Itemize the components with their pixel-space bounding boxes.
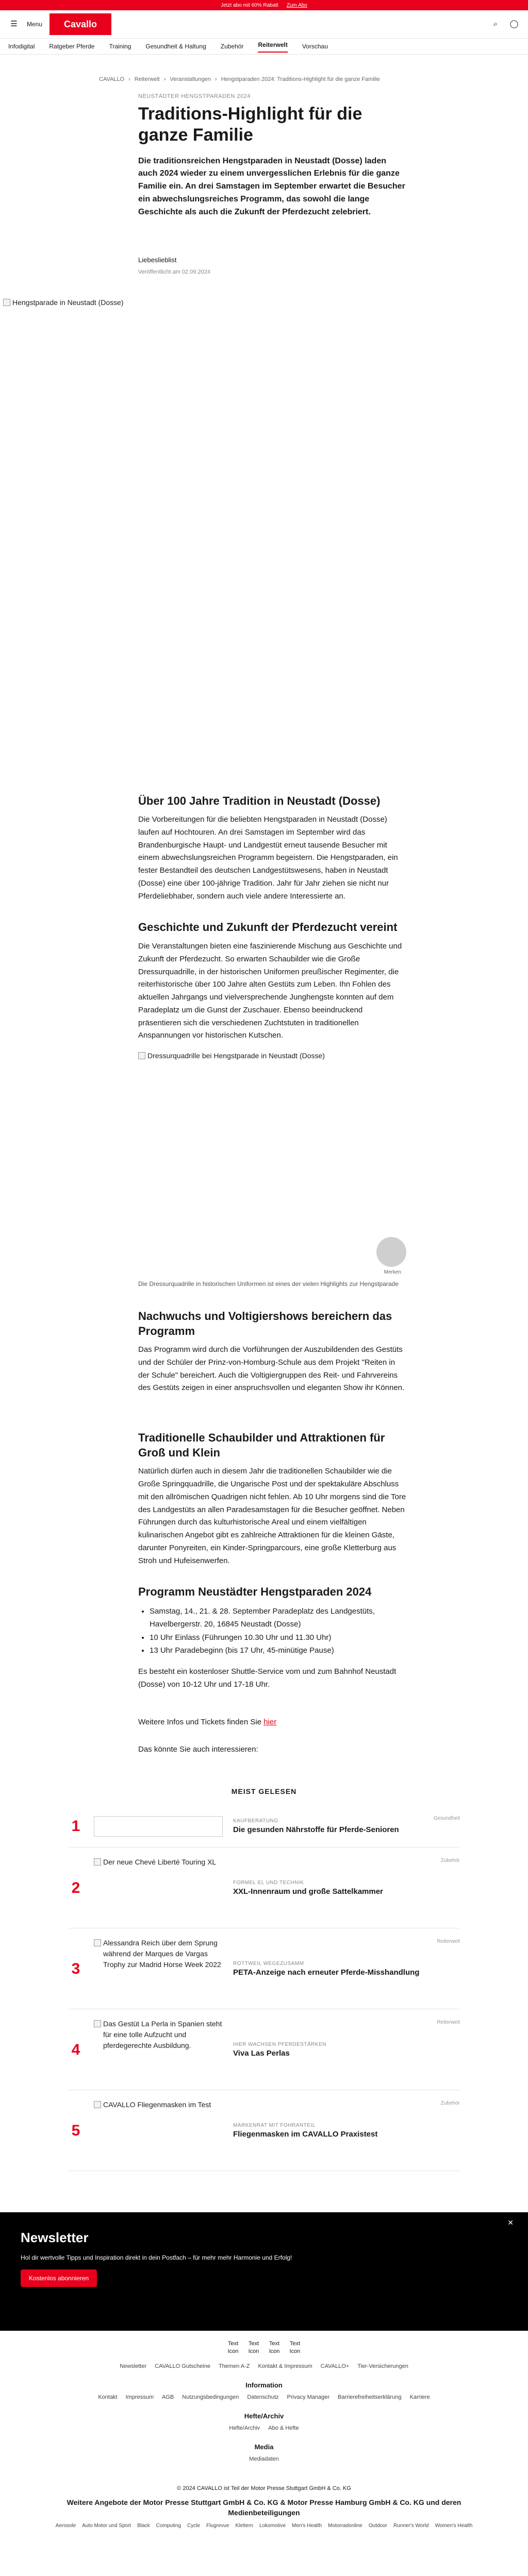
shuttle-note: Es besteht ein kostenloser Shuttle-Service vom und zum Bahnhof Neustadt (Dosse) von 10-12 Uhr und 17-18 Uhr.	[138, 1667, 397, 1689]
teaser-title[interactable]: XXL-Innenraum und große Sattelkammer	[233, 1887, 383, 1896]
nav-item-vorschau[interactable]: Vorschau	[302, 43, 328, 50]
footer-link[interactable]: Auto Motor und Sport	[82, 2523, 131, 2529]
nav-item-ratgeber[interactable]: Ratgeber Pferde	[49, 43, 95, 50]
footer-link[interactable]: Kontakt	[98, 2394, 118, 2401]
top-promo-bar[interactable]	[0, 0, 528, 10]
footer-info	[0, 2380, 528, 2402]
footer-link[interactable]: Abo & Hefte	[268, 2425, 299, 2432]
social-icon[interactable]: Text Icon	[248, 2341, 259, 2354]
social-links	[0, 2331, 528, 2358]
teaser-image-placeholder	[94, 2099, 223, 2110]
rank-number: 5	[71, 2122, 80, 2139]
teaser-title[interactable]: Fliegenmasken im CAVALLO Praxistest	[233, 2129, 378, 2139]
article-header	[68, 55, 460, 84]
footer-top-links	[0, 2362, 528, 2371]
broken-image-icon	[94, 2101, 101, 2108]
most-read-item[interactable]	[68, 1805, 460, 1848]
teaser-image	[94, 1857, 223, 1919]
article-lead: Die traditionsreichen Hengstparaden in Neustadt (Dosse) laden auch 2024 wieder zu einem unvergesslichen Erlebnis für die ganze Familie ein. An drei Samstagen im September erwartet die Besucher ein abwechslungsreiches Programm, das sowohl die lange Geschichte als auch die Zukunft der Pferdezucht zelebriert.	[138, 156, 405, 216]
teaser-title[interactable]: Viva Las Perlas	[233, 2048, 290, 2058]
inline-image-placeholder	[138, 1050, 406, 1061]
teaser-text	[233, 2122, 431, 2140]
teaser-category: Gesundheit	[433, 1816, 460, 1822]
rank-number: 2	[71, 1879, 80, 1896]
user-icon[interactable]: ◯	[509, 19, 519, 28]
nav-item-reiterwelt[interactable]: Reiterwelt	[258, 40, 287, 53]
footer-section-title: Hefte/Archiv	[244, 2412, 284, 2420]
promo-link[interactable]: Zum Abo	[286, 2, 307, 8]
footer-link[interactable]: Runner's World	[393, 2523, 429, 2529]
broken-image-icon	[138, 1052, 145, 1059]
teaser-image	[94, 1938, 223, 1999]
teaser-image	[94, 2019, 223, 2080]
section-heading: Über 100 Jahre Tradition in Neustadt (Dosse)	[138, 794, 381, 807]
newsletter-banner	[0, 2212, 528, 2331]
footer-link[interactable]: Impressum	[125, 2394, 154, 2401]
teaser-category: Zubehör	[440, 1858, 460, 1864]
program-list	[150, 1605, 406, 1657]
rank-number: 1	[71, 1818, 80, 1835]
teaser-kicker: KAUFBERATUNG	[233, 1818, 278, 1824]
most-read-item[interactable]	[68, 1848, 460, 1928]
teaser-kicker: ROTTWEIL WEGEZUSAMM	[233, 1960, 304, 1967]
article-body	[138, 745, 406, 1756]
footer-link[interactable]: Flugrevue	[206, 2523, 229, 2529]
teaser-text	[233, 1879, 431, 1897]
social-icon[interactable]: Text Icon	[227, 2341, 239, 2354]
footer-hefte	[0, 2411, 528, 2433]
teaser-kicker: FORMEL EL UND TECHNIK	[233, 1879, 304, 1886]
teaser-image-alt: Das Gestüt La Perla in Spanien steht für eine tolle Aufzucht und pferdegerechte Ausbildung.	[103, 2020, 222, 2050]
publish-date: Veröffentlicht am 02.09.2024	[138, 269, 210, 276]
teaser-kicker: MARKENRAT MIT FOHRANTEIL	[233, 2122, 316, 2128]
bookmark-label: Merken	[384, 1269, 401, 1276]
further-offers-title: Weitere Angebote der Motor Presse Stuttgart GmbH & Co. KG & Motor Presse Hamburg GmbH & Co. KG und deren Medienbeteiligungen	[67, 2498, 461, 2517]
broken-image-icon	[3, 299, 10, 306]
breadcrumb-item[interactable]: Reiterwelt	[134, 76, 160, 82]
breadcrumb-current: Hengstparaden 2024: Traditions-Highlight für die ganze Familie	[221, 76, 380, 82]
footer-link[interactable]: Kontakt & Impressum	[258, 2363, 312, 2370]
inline-image-alt: Dressurquadrille bei Hengstparade in Neustadt (Dosse)	[147, 1052, 325, 1060]
teaser-image-placeholder	[94, 1938, 223, 1970]
footer-link[interactable]: Cycle	[187, 2523, 201, 2529]
footer-link[interactable]: Barrierefreiheitserklärung	[338, 2394, 402, 2401]
nav-item-gesundheit[interactable]: Gesundheit & Haltung	[145, 43, 206, 50]
nav-item-zubehoer[interactable]: Zubehör	[220, 43, 244, 50]
footer-section-title: Information	[245, 2381, 283, 2389]
teaser-category: Reiterwelt	[437, 2020, 460, 2026]
breadcrumb-separator: ›	[128, 76, 130, 82]
paragraph: Natürlich dürfen auch in diesem Jahr die traditionellen Schaubilder wie die Große Springquadrille, die Ungarische Post und der spektakuläre Abschluss mit den allrömischen Quadrigen nicht fehlen. Ab 10 Uhr morgens sind die Tore des Landgestüts an allen Paradesamstagen für die Besucher geöffnet. Neben Führungen durch das kulturhistorische Areal und einem vielfältigen kulinarischen Angebot gibt es zahlreiche Attraktionen für die kleinen Gäste, darunter Ponyreiten, ein Kinder-Springparcours, eine große Kletterburg aus Stroh und Hufeisenwerfen.	[138, 1467, 406, 1565]
footer-link[interactable]: Men's Health	[292, 2523, 322, 2529]
footer-link[interactable]: Karriere	[409, 2394, 430, 2401]
footer-info-links	[0, 2393, 528, 2402]
breadcrumb-item[interactable]: CAVALLO	[99, 76, 125, 82]
footer-link[interactable]: Black	[137, 2523, 150, 2529]
paragraph: Die Veranstaltungen bieten eine faszinierende Mischung aus Geschichte und Zukunft der Pferdezucht. So erwarten Schaubilder wie die Große Dressurquadrille, in der historischen Uniformen preußischer Regimenter, die reiterhistorische über 100 Jahre alten Gestüts zum Leben. Ihn Fohlen des aktuellen Jahrgangs und vielversprechende Junghengste konnten auf dem Paradeplatz um die Gunst der Zuschauer. Ebenso beeindruckend präsentieren sich die verschiedenen Zuchtstuten in traditionellen Anspannungen vor historischen Kutschen.	[138, 942, 402, 1040]
footer-media	[0, 2442, 528, 2464]
footer-link[interactable]: Hefte/Archiv	[229, 2425, 260, 2432]
footer-hefte-links	[0, 2424, 528, 2433]
tickets-line	[138, 1717, 406, 1728]
teaser-image-alt: Alessandra Reich über dem Sprung während der Marques de Vargas Trophy zur Madrid Horse Week 2022	[103, 1939, 221, 1969]
broken-image-icon	[94, 1858, 101, 1866]
bookmark-button[interactable]	[376, 1237, 406, 1267]
footer-link[interactable]: AGB	[162, 2394, 174, 2401]
teaser-text	[233, 1960, 427, 1978]
section-heading: Nachwuchs und Voltigiershows bereichern das Programm	[138, 1310, 392, 1337]
hero-image-alt: Hengstparade in Neustadt (Dosse)	[12, 298, 124, 307]
list-item: • Samstag, 14., 21. & 28. September Paradeplatz des Landgestüts, Havelbergerstr. 20, 16845 Neustadt (Dosse)	[150, 1605, 406, 1631]
footer-link[interactable]: Nutzungsbedingungen	[182, 2394, 239, 2401]
footer-link[interactable]: Tier-Versicherungen	[357, 2363, 408, 2370]
site-logo[interactable]: Cavallo	[50, 13, 111, 35]
footer-link[interactable]: CAVALLO+	[320, 2363, 350, 2370]
article-intro	[138, 92, 406, 277]
newsletter-title: Newsletter	[21, 2230, 89, 2246]
further-offers-links	[0, 2522, 528, 2530]
list-item: • 10 Uhr Einlass (Führungen 10.30 Uhr und 11.30 Uhr)	[150, 1631, 406, 1645]
nav-item-training[interactable]: Training	[109, 43, 131, 50]
nav-item-infodigital[interactable]: Infodigital	[8, 43, 35, 50]
footer-link[interactable]: Mediadaten	[249, 2456, 279, 2463]
footer-link[interactable]: Themen A-Z	[218, 2363, 250, 2370]
broken-image-icon	[94, 1939, 101, 1946]
social-icon[interactable]: Text Icon	[269, 2341, 280, 2354]
social-icon[interactable]: Text Icon	[289, 2341, 301, 2354]
paragraph: Die Vorbereitungen für die beliebten Hengstparaden in Neustadt (Dosse) laufen auf Hochtouren. An drei Samstagen im September wird das Brandenburgische Haupt- und Landgestüt erneut tausende Besucher mit einem abwechslungsreichen Programm begeistern. Die Hengstparaden, ein fester Bestandteil des deutschen Landgestütswesens, haben in Neustadt (Dosse) eine über 100-jährige Tradition. Jahr für Jahr ziehen sie nicht nur Pferdeliebhaber, sondern auch viele andere Interessierte an.	[138, 815, 398, 901]
footer-link[interactable]: Klettern	[235, 2523, 253, 2529]
footer-link[interactable]: Privacy Manager	[287, 2394, 330, 2401]
teaser-image	[94, 2099, 223, 2161]
section-heading: Geschichte und Zukunft der Pferdezucht vereint	[138, 921, 398, 934]
teaser-category: Zubehör	[440, 2100, 460, 2107]
site-footer	[0, 2331, 528, 2530]
most-read-item[interactable]	[68, 1928, 460, 2009]
teaser-image-placeholder	[94, 1857, 223, 1868]
breadcrumb	[99, 75, 460, 84]
footer-link[interactable]: Aerosole	[55, 2523, 76, 2529]
hamburger-menu-icon[interactable]: ☰	[10, 19, 18, 28]
search-icon[interactable]: ⌕	[493, 19, 498, 28]
section-heading: Programm Neustädter Hengstparaden 2024	[138, 1585, 372, 1599]
most-read-item[interactable]	[68, 2009, 460, 2090]
copyright: © 2024 CAVALLO ist Teil der Motor Presse Stuttgart GmbH & Co. KG	[177, 2485, 351, 2492]
most-read-item[interactable]	[68, 2090, 460, 2171]
teaser-category: Reiterwelt	[437, 1939, 460, 1945]
teaser-image	[94, 1816, 223, 1837]
promo-text: Jetzt abo mit 60% Rabatt	[221, 2, 278, 8]
close-icon[interactable]: ✕	[507, 2218, 514, 2227]
footer-media-links	[0, 2455, 528, 2464]
breadcrumb-separator: ›	[163, 76, 166, 82]
most-read-title: MEIST GELESEN	[231, 1787, 297, 1796]
footer-link[interactable]: Datenschutz	[247, 2394, 279, 2401]
section-heading: Traditionelle Schaubilder und Attraktionen für Groß und Klein	[138, 1431, 385, 1459]
newsletter-subscribe-button[interactable]: Kostenlos abonnieren	[21, 2269, 97, 2287]
footer-link[interactable]: Computing	[156, 2523, 182, 2529]
inline-image	[138, 1050, 406, 1277]
main-nav	[0, 38, 528, 55]
newsletter-text: Hol dir wertvolle Tipps und Inspiration direkt in dein Postfach – für mehr mehr Harmonie und Erfolg!	[21, 2254, 292, 2262]
breadcrumb-item[interactable]: Veranstaltungen	[170, 76, 211, 82]
teaser-title[interactable]: Die gesunden Nährstoffe für Pferde-Senioren	[233, 1825, 399, 1835]
footer-link[interactable]: Lokomotive	[259, 2523, 286, 2529]
hero-image	[0, 297, 528, 720]
hero-image-placeholder	[0, 297, 528, 308]
list-item: • 13 Uhr Paradebeginn (bis 17 Uhr, 45-minütige Pause)	[150, 1644, 406, 1657]
teaser-image-alt: CAVALLO Fliegenmasken im Test	[103, 2100, 211, 2109]
footer-link[interactable]: CAVALLO Gutscheine	[155, 2363, 210, 2370]
footer-link[interactable]: Newsletter	[120, 2363, 147, 2370]
broken-image-icon	[94, 2020, 101, 2027]
rank-number: 4	[71, 2041, 80, 2058]
teaser-kicker: HIER WACHSEN PFERDESTÄRKEN	[233, 2041, 326, 2047]
tickets-text: Weitere Infos und Tickets finden Sie	[138, 1718, 262, 1727]
breadcrumb-separator: ›	[214, 76, 217, 82]
rank-number: 3	[71, 1960, 80, 1977]
teaser-image-placeholder	[94, 2019, 223, 2051]
teaser-image-alt: Der neue Chevé Liberté Touring XL	[103, 1858, 217, 1867]
footer-link[interactable]: Outdoor	[368, 2523, 388, 2529]
also-interesting: Das könnte Sie auch interessieren:	[138, 1744, 258, 1754]
teaser-title[interactable]: PETA-Anzeige nach erneuter Pferde-Misshandlung	[233, 1968, 420, 1977]
author-label[interactable]: Liebeslieblist	[138, 256, 177, 264]
footer-section-title: Media	[254, 2443, 274, 2451]
teaser-text	[233, 2041, 427, 2059]
teaser-text	[233, 1817, 423, 1835]
paragraph: Das Programm wird durch die Vorführungen der Auszubildenden des Gestüts und der Schüler der Prinz-von-Homburg-Schule aus dem Projekt "Reiten in der Schule" bereichert. Auch die Voltigiergruppen des Reit- und Fahrvereins des Gestüts zeigen in einer anspruchsvollen und eleganten Show ihr Können.	[138, 1345, 405, 1393]
most-read-section	[68, 1786, 460, 2171]
menu-label[interactable]: Menu	[27, 21, 43, 28]
footer-link[interactable]: Women's Health	[435, 2523, 473, 2529]
page-title: Traditions-Highlight für die ganze Familie	[138, 104, 362, 145]
image-caption: Die Dressurquadrille in historischen Uniformen ist eines der vielen Highlights zur Hengstparade	[138, 1280, 399, 1288]
footer-link[interactable]: Motorradonline	[328, 2523, 362, 2529]
article-kicker: NEUSTÄDTER HENGSTPARADEN 2024	[138, 93, 251, 99]
tickets-link[interactable]: hier	[263, 1718, 277, 1727]
site-header	[0, 10, 528, 38]
